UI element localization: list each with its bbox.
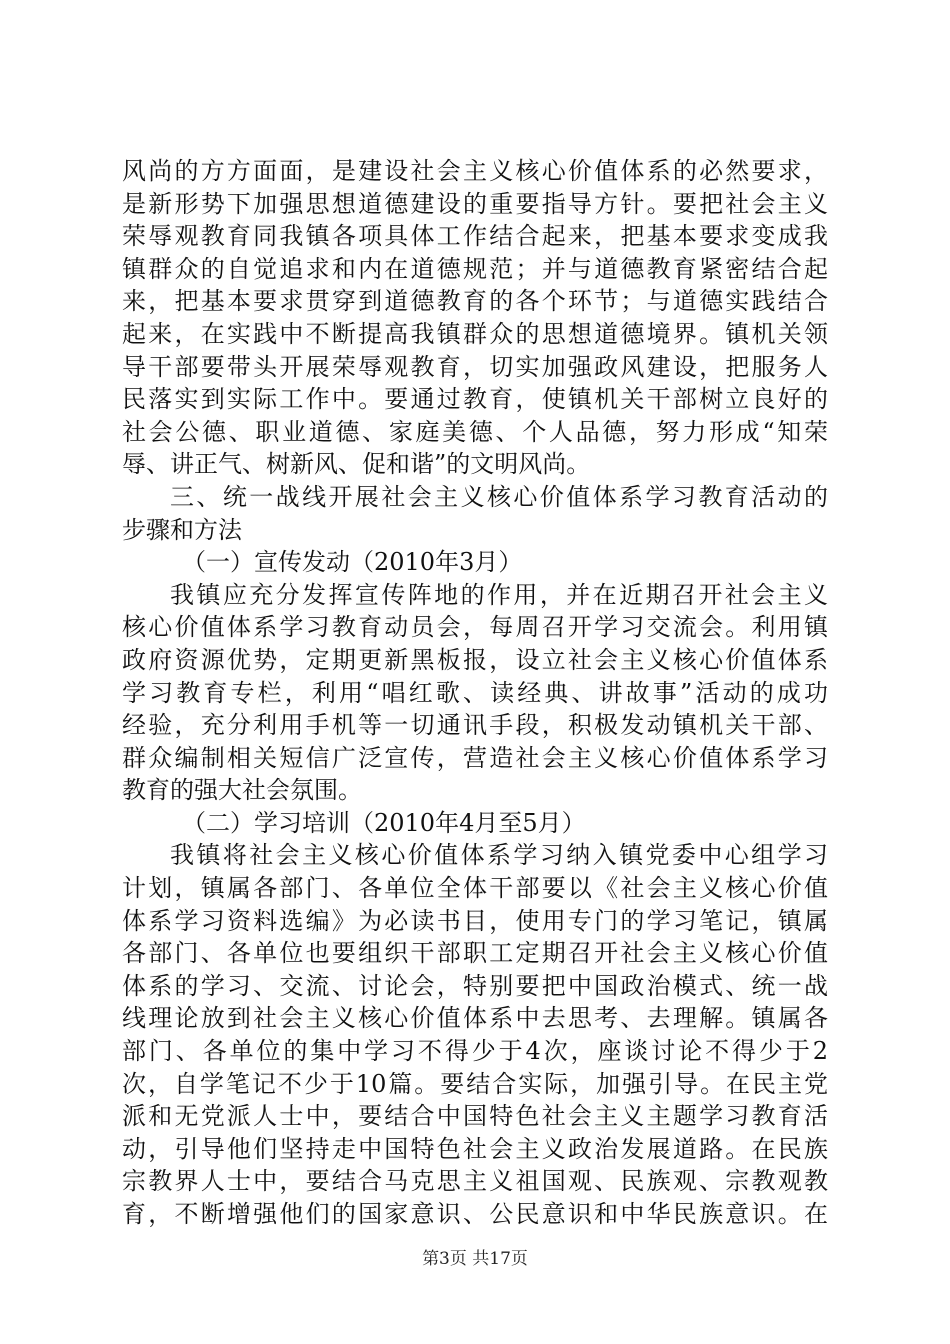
text-line: 动，引导他们坚持走中国特色社会主义政治发展道路。在民族 — [122, 1134, 828, 1163]
text-line: 部门、各单位的集中学习不得少于4次，座谈讨论不得少于2 — [122, 1037, 828, 1066]
text-line: 步骤和方法 — [122, 515, 242, 544]
text-line: 起来，在实践中不断提高我镇群众的思想道德境界。镇机关领 — [122, 319, 828, 348]
text-line: 辱、讲正气、树新风、促和谐”的文明风尚。 — [122, 450, 591, 479]
text-line: 教育的强大社会氛围。 — [122, 776, 362, 805]
text-line: 风尚的方方面面，是建设社会主义核心价值体系的必然要求， — [122, 157, 828, 185]
text-line: 线理论放到社会主义核心价值体系中去思考、去理解。镇属各 — [122, 1004, 828, 1033]
text-line: 镇群众的自觉追求和内在道德规范；并与道德教育紧密结合起 — [122, 254, 828, 283]
text-line: 派和无党派人士中，要结合中国特色社会主义主题学习教育活 — [122, 1102, 828, 1131]
text-line: 我镇将社会主义核心价值体系学习纳入镇党委中心组学习 — [170, 841, 828, 870]
document-body — [122, 155, 828, 1231]
text-line: 育，不断增强他们的国家意识、公民意识和中华民族意识。在 — [122, 1200, 828, 1228]
text-line: 来，把基本要求贯穿到道德教育的各个环节；与道德实践结合 — [122, 287, 828, 316]
text-line: 群众编制相关短信广泛宣传，营造社会主义核心价值体系学习 — [122, 743, 828, 772]
text-line: 经验，充分利用手机等一切通讯手段，积极发动镇机关干部、 — [122, 711, 828, 740]
text-line: 体系学习资料选编》为必读书目，使用专门的学习笔记，镇属 — [122, 906, 828, 935]
page-number: 第3页 共17页 — [422, 1249, 528, 1269]
text-line: 各部门、各单位也要组织干部职工定期召开社会主义核心价值 — [122, 939, 828, 968]
text-line: 民落实到实际工作中。要通过教育，使镇机关干部树立良好的 — [122, 385, 828, 414]
text-line: 政府资源优势，定期更新黑板报，设立社会主义核心价值体系 — [122, 645, 828, 674]
text-line: 社会公德、职业道德、家庭美德、个人品德，努力形成“知荣 — [122, 417, 828, 446]
text-line: 导干部要带头开展荣辱观教育，切实加强政风建设，把服务人 — [122, 352, 828, 381]
text-line: 荣辱观教育同我镇各项具体工作结合起来，把基本要求变成我 — [122, 222, 828, 251]
page-footer — [0, 1244, 950, 1269]
section-heading: （一）宣传发动（2010年3月） — [182, 548, 523, 577]
text-line: 三、统一战线开展社会主义核心价值体系学习教育活动的 — [170, 482, 828, 511]
text-line: 宗教界人士中，要结合马克思主义祖国观、民族观、宗教观教 — [122, 1167, 828, 1196]
text-line: 体系的学习、交流、讨论会，特别要把中国政治模式、统一战 — [122, 971, 828, 1000]
text-line: 学习教育专栏，利用“唱红歌、读经典、讲故事”活动的成功 — [122, 678, 828, 707]
text-line: 核心价值体系学习教育动员会，每周召开学习交流会。利用镇 — [122, 613, 828, 642]
text-line: 次，自学笔记不少于10篇。要结合实际，加强引导。在民主党 — [122, 1069, 828, 1098]
section-heading: （二）学习培训（2010年4月至5月） — [182, 808, 586, 837]
text-line: 计划，镇属各部门、各单位全体干部要以《社会主义核心价值 — [122, 874, 828, 903]
text-line: 是新形势下加强思想道德建设的重要指导方针。要把社会主义 — [122, 189, 828, 218]
text-line: 我镇应充分发挥宣传阵地的作用，并在近期召开社会主义 — [170, 580, 828, 609]
